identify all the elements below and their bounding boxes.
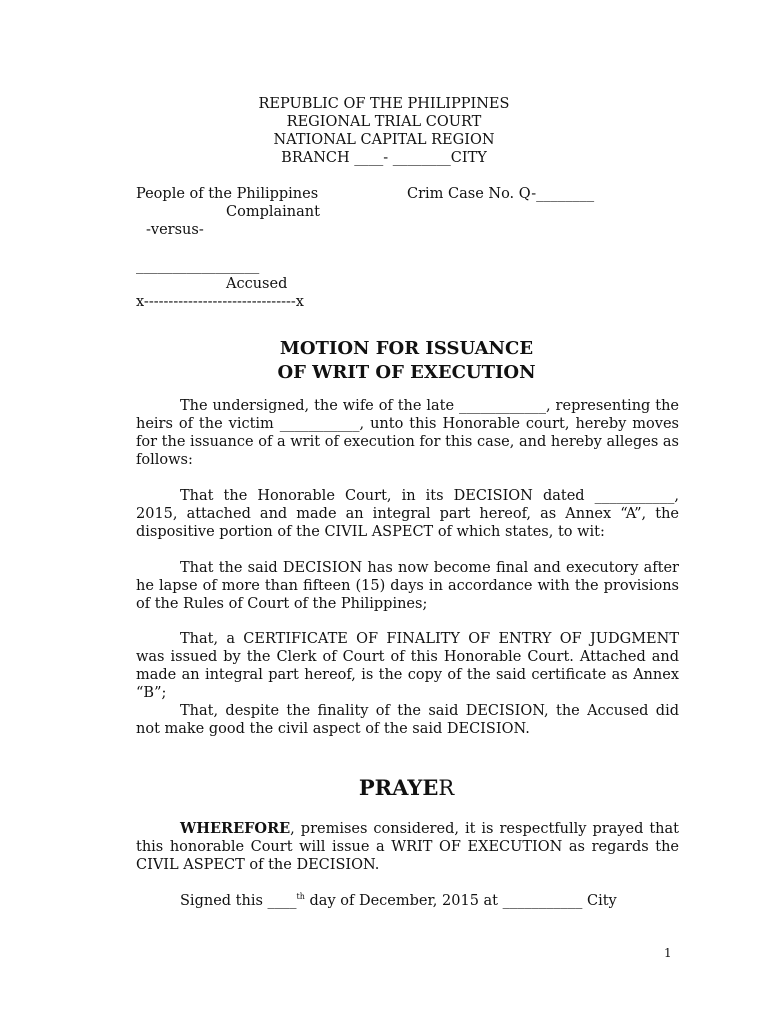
prayer-paragraph [136, 820, 679, 874]
motion-title-line1: MOTION FOR ISSUANCE [279, 338, 534, 359]
defendant-role: Accused [226, 276, 288, 292]
body-paragraph-3: That the said DECISION has now become final and executory after he lapse of more than fifteen (15) days in accordance with the provisions of the Rules of Court of the Philippines; [136, 560, 679, 612]
caption-divider: x-------------------------------x [136, 294, 304, 310]
header-republic: REPUBLIC OF THE PHILIPPINES [258, 96, 510, 112]
prayer-heading-bold: PRAYE [358, 775, 439, 800]
prayer-heading [0, 775, 768, 801]
case-number: Crim Case No. Q-________ [407, 186, 595, 202]
body-paragraph-2: That the Honorable Court, in its DECISION dated ___________, 2015, attached and made an integral part hereof, as Annex “A”, the dispositive portion of the CIVIL ASPECT of which states, to wit: [136, 488, 679, 540]
header-region: NATIONAL CAPITAL REGION [273, 132, 495, 148]
signed-line [180, 892, 617, 910]
motion-title-line2: OF WRIT OF EXECUTION [277, 362, 536, 383]
court-header [0, 95, 768, 167]
header-branch: BRANCH ____- ________CITY [281, 150, 487, 166]
signed-prefix: Signed this ____ [180, 893, 297, 909]
prayer-heading-rest: R [438, 776, 455, 800]
prayer-text: , premises considered, it is respectfully prayed that this honorable Court will issue a WRIT OF EXECUTION as regards the CIVIL ASPECT of the DECISION. [136, 821, 679, 873]
wherefore-label: WHEREFORE [180, 820, 291, 837]
body-paragraph-1: The undersigned, the wife of the late ____________, representing the heirs of the victim ___________, unto this Honorable court, hereby moves for the issuance of a writ of execution for this case, and hereby alleges as follows: [136, 398, 679, 468]
body-paragraph-4: That, a CERTIFICATE OF FINALITY OF ENTRY OF JUDGMENT was issued by the Clerk of Court of this Honorable Court. Attached and made an integral part hereof, is the copy of the said certificate as Annex “B”; [136, 631, 679, 701]
header-court: REGIONAL TRIAL COURT [286, 114, 482, 130]
signed-ordinal: th [296, 892, 305, 902]
signed-suffix: day of December, 2015 at ___________ City [304, 893, 617, 909]
plaintiff-name: People of the Philippines [136, 186, 319, 202]
body-paragraph-5: That, despite the finality of the said DECISION, the Accused did not make good the civil aspect of the said DECISION. [136, 703, 679, 737]
versus-label: -versus- [146, 222, 204, 238]
page-number: 1 [664, 946, 672, 960]
defendant-blank: _________________ [136, 258, 260, 274]
plaintiff-role: Complainant [226, 204, 320, 220]
